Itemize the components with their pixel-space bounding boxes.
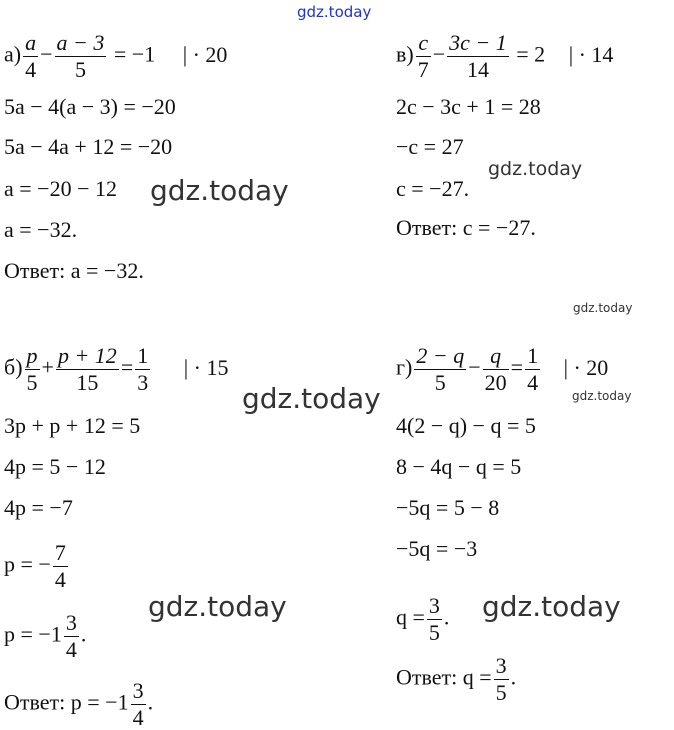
problem-v-frac2: $\frac{3c - 1}{14}$	[449, 30, 507, 82]
problem-a-equation: а) $\frac{a}{4}$ − $\frac{a - 3}{5}$ = −1 | · 20	[4, 30, 228, 82]
problem-g-step-2: 8 − 4q − q = 5	[396, 454, 522, 479]
problem-b-frac3: $\frac{1}{3}$	[137, 343, 149, 395]
problem-b-step-1: 3p + p + 12 = 5	[4, 413, 141, 438]
problem-g-step-3: −5q = 5 − 8	[396, 495, 500, 520]
problem-b-step-3: 4p = −7	[4, 495, 73, 520]
problem-b-step-4: p = − $\frac{7}{4}$	[4, 540, 66, 592]
problem-a-step-1: 5a − 4(a − 3) = −20	[4, 94, 176, 119]
problem-a-label: а)	[4, 41, 22, 67]
problem-g-answer: Ответ: q = $\frac{3}{5}$ .	[396, 653, 517, 705]
problem-b-step-5: p = −1 $\frac{3}{4}$ .	[4, 610, 87, 662]
problem-g-frac3: $\frac{1}{4}$	[527, 343, 539, 395]
problem-v-label: в)	[396, 41, 414, 67]
problem-v-step-2: −c = 27	[396, 134, 464, 159]
problem-v-frac1: $\frac{c}{7}$	[417, 30, 429, 82]
problem-b-frac1: $\frac{p}{5}$	[26, 343, 38, 395]
problem-a-frac1: $\frac{a}{4}$	[25, 30, 37, 82]
problem-v-multiplier: | · 14	[568, 41, 614, 67]
watermark-a: gdz.today	[150, 174, 289, 207]
problem-b-step-2: 4p = 5 − 12	[4, 454, 106, 479]
problem-a-answer: Ответ: a = −32.	[4, 258, 144, 283]
problem-b-multiplier: | · 15	[183, 354, 229, 380]
problem-g-frac1: $\frac{2 - q}{5}$	[416, 343, 465, 395]
watermark-b-bottom: gdz.today	[148, 590, 287, 623]
problem-b-answer: Ответ: p = −1 $\frac{3}{4}$ .	[4, 678, 154, 730]
problem-b-equation: б) $\frac{p}{5}$ + $\frac{p + 12}{15}$ = $\frac{1}{3}$ | · 15	[4, 343, 229, 395]
problem-a-step-2: 5a − 4a + 12 = −20	[4, 134, 173, 159]
problem-g-step-1: 4(2 − q) − q = 5	[396, 413, 536, 438]
problem-a-frac2: $\frac{a - 3}{5}$	[56, 30, 105, 82]
problem-b-label: б)	[4, 354, 23, 380]
watermark-v: gdz.today	[488, 158, 583, 180]
watermark-small-right: gdz.today	[573, 301, 633, 315]
problem-b-frac2: $\frac{p + 12}{15}$	[57, 343, 117, 395]
problem-g-frac2: $\frac{q}{20}$	[484, 343, 507, 395]
watermark-top: gdz.today	[297, 3, 372, 21]
problem-v-answer: Ответ: c = −27.	[396, 215, 536, 240]
watermark-g-small: gdz.today	[572, 389, 632, 403]
problem-g-step-5: q = $\frac{3}{5}$ .	[396, 593, 450, 645]
problem-g-label: г)	[396, 354, 413, 380]
watermark-g-bottom: gdz.today	[482, 590, 621, 623]
problem-g-multiplier: | · 20	[563, 354, 609, 380]
problem-a-multiplier: | · 20	[182, 41, 228, 67]
problem-v-step-3: c = −27.	[396, 176, 470, 201]
problem-v-step-1: 2c − 3c + 1 = 28	[396, 94, 541, 119]
problem-g-equation: г) $\frac{2 - q}{5}$ − $\frac{q}{20}$ = $\frac{1}{4}$ | · 20	[396, 343, 609, 395]
watermark-b: gdz.today	[242, 382, 381, 415]
problem-g-step-4: −5q = −3	[396, 536, 478, 561]
problem-a-step-3: a = −20 − 12	[4, 176, 117, 201]
problem-v-equation: в) $\frac{c}{7}$ − $\frac{3c - 1}{14}$ = 2 | · 14	[396, 30, 614, 82]
problem-a-step-4: a = −32.	[4, 217, 78, 242]
